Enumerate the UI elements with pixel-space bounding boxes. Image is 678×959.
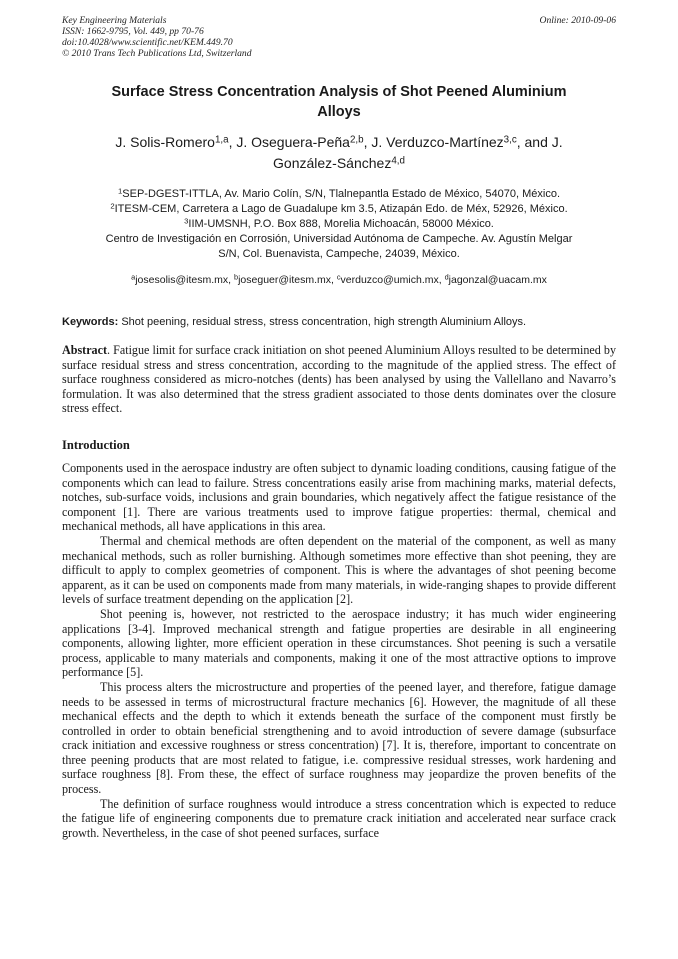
abstract-label: Abstract xyxy=(62,343,108,357)
journal-issn: ISSN: 1662-9795, Vol. 449, pp 70-76 xyxy=(62,26,204,37)
email-sep: , xyxy=(438,274,445,286)
affiliation-sup: 1 xyxy=(117,186,123,196)
section-heading-introduction: Introduction xyxy=(62,438,130,452)
affiliation-text: Centro de Investigación en Corrosión, Universidad Autónoma de Campeche. Av. Agustín Melgar xyxy=(105,233,573,245)
affiliation-list xyxy=(62,187,616,262)
email-sep: , xyxy=(228,274,234,286)
paragraph: Components used in the aerospace industry are often subject to dynamic loading conditions, causing fatigue of the components which can lead to failure. Stress concentrations easily arise from machining marks, material defects, notches, sub-surface voids, inclusions and grain boundaries, which negatively affect the fatigue resistance of the component [1]. There are various treatments used to improve fatigue properties: thermal, chemical and mechanical methods, all have applications in this area. xyxy=(62,461,616,534)
affiliation-line xyxy=(62,217,616,232)
abstract xyxy=(62,343,616,416)
email-sup: a xyxy=(131,272,136,282)
affiliation-line xyxy=(62,247,616,262)
keywords xyxy=(62,315,616,330)
journal-doi: doi:10.4028/www.scientific.net/KEM.449.70 xyxy=(62,37,233,48)
paragraph: This process alters the microstructure and properties of the peened layer, and therefore, fatigue damage needs to be assessed in terms of microstructural fracture mechanics [6]. However, the magnitude of all these mechanical effects and the depth to which it extends beneath the surface of the component must firstly be controlled in order to obtain beneficial strengthening and to avoid introduction of severe damage (subsurface crack initiation and excessive roughness or stress concentration) [7]. It is, therefore, important to concentrate on three peening products that are most related to fatigue, i.e. compressive residual stresses, work hardening and surface roughness [8]. From these, the effect of surface roughness may jeopardize the proven benefits of the process. xyxy=(62,679,616,797)
online-date: Online: 2010-09-06 xyxy=(539,15,616,26)
affiliation-line xyxy=(62,232,616,247)
paper-title-line-1: Surface Stress Concentration Analysis of Shot Peened Aluminium xyxy=(111,84,567,100)
email-address: josesolis@itesm.mx xyxy=(135,274,229,286)
email-sup: d xyxy=(444,272,449,282)
email-list xyxy=(62,273,616,288)
author-sep: , and J. xyxy=(516,134,563,150)
affiliation-sup: 2 xyxy=(110,201,115,211)
paragraph: Shot peening is, however, not restricted to the aerospace industry; it has much wider engineering applications [3-4]. Improved mechanical strength and fatigue properties are desirable in all engineering components, allowing lighter, more efficient operation in these circumstances. Shot peening is such a versatile process, applicable to many materials and components, making it one of the most attractive options to improve performance [5]. xyxy=(62,606,616,680)
affiliation-sup: 3 xyxy=(184,216,189,226)
author-affil-sup: 2,b xyxy=(349,134,364,146)
author-sep: , xyxy=(228,134,237,150)
author-list xyxy=(62,132,616,174)
author-affil-sup: 1,a xyxy=(214,134,229,146)
author-name: González-Sánchez xyxy=(273,155,392,171)
affiliation-line xyxy=(62,202,616,217)
author-name: J. Solis-Romero xyxy=(115,134,215,150)
keywords-text: Shot peening, residual stress, stress concentration, high strength Aluminium Alloys. xyxy=(121,316,527,328)
affiliation-text: ITESM-CEM, Carretera a Lago de Guadalupe km 3.5, Atizapán Edo. de Méx, 52926, México. xyxy=(114,203,568,215)
journal-name: Key Engineering Materials xyxy=(62,15,167,26)
author-name: J. Verduzco-Martínez xyxy=(371,134,504,150)
paper-title-line-2: Alloys xyxy=(317,104,361,120)
email-sup: b xyxy=(234,272,239,282)
email-address: joseguer@itesm.mx xyxy=(238,274,332,286)
abstract-text: . Fatigue limit for surface crack initiation on shot peened Aluminium Alloys resulted to be determined by surface residual stress and stress concentration, according to the magnitude of the applied stress. The effect of surface roughness considered as micro-notches (dents) has been analysed by using the Vallellano and Navarro’s formulation. It was also determined that the stress gradient associated to those dents dominates over the closure stress effect. xyxy=(62,343,616,416)
introduction-body xyxy=(62,461,616,840)
keywords-label: Keywords: xyxy=(62,316,119,328)
email-sep: , xyxy=(331,274,337,286)
author-sep: , xyxy=(363,134,372,150)
paragraph: The definition of surface roughness would introduce a stress concentration which is expected to reduce the fatigue life of engineering components due to premature crack initiation and accelerated near surface crack growth. Nevertheless, in the case of shot peened surfaces, surface xyxy=(62,796,616,840)
author-name: J. Oseguera-Peña xyxy=(236,134,350,150)
email-address: jagonzal@uacam.mx xyxy=(448,274,547,286)
affiliation-line xyxy=(62,187,616,202)
paper-title xyxy=(62,82,616,122)
paragraph: Thermal and chemical methods are often dependent on the material of the component, as well as many mechanical methods, such as roller burnishing. Although sometimes more effective than shot peening, they are difficult to apply to complex geometries of component. This is where the advantages of shot peening become apparent, as it can be used on components made from many materials, in wide-ranging shapes to provide different levels of surface treatment depending on the application [2]. xyxy=(62,533,616,607)
journal-header xyxy=(62,15,616,59)
email-address: verduzco@umich.mx xyxy=(340,274,439,286)
journal-copyright: © 2010 Trans Tech Publications Ltd, Switzerland xyxy=(62,48,252,59)
author-affil-sup: 4,d xyxy=(391,155,405,167)
affiliation-text: IIM-UMSNH, P.O. Box 888, Morelia Michoacán, 58000 México. xyxy=(188,218,494,230)
affiliation-text: S/N, Col. Buenavista, Campeche, 24039, México. xyxy=(218,248,460,260)
email-sup: c xyxy=(336,272,341,282)
author-affil-sup: 3,c xyxy=(503,134,517,146)
affiliation-text: SEP-DGEST-ITTLA, Av. Mario Colín, S/N, Tlalnepantla Estado de México, 54070, México. xyxy=(122,188,561,200)
